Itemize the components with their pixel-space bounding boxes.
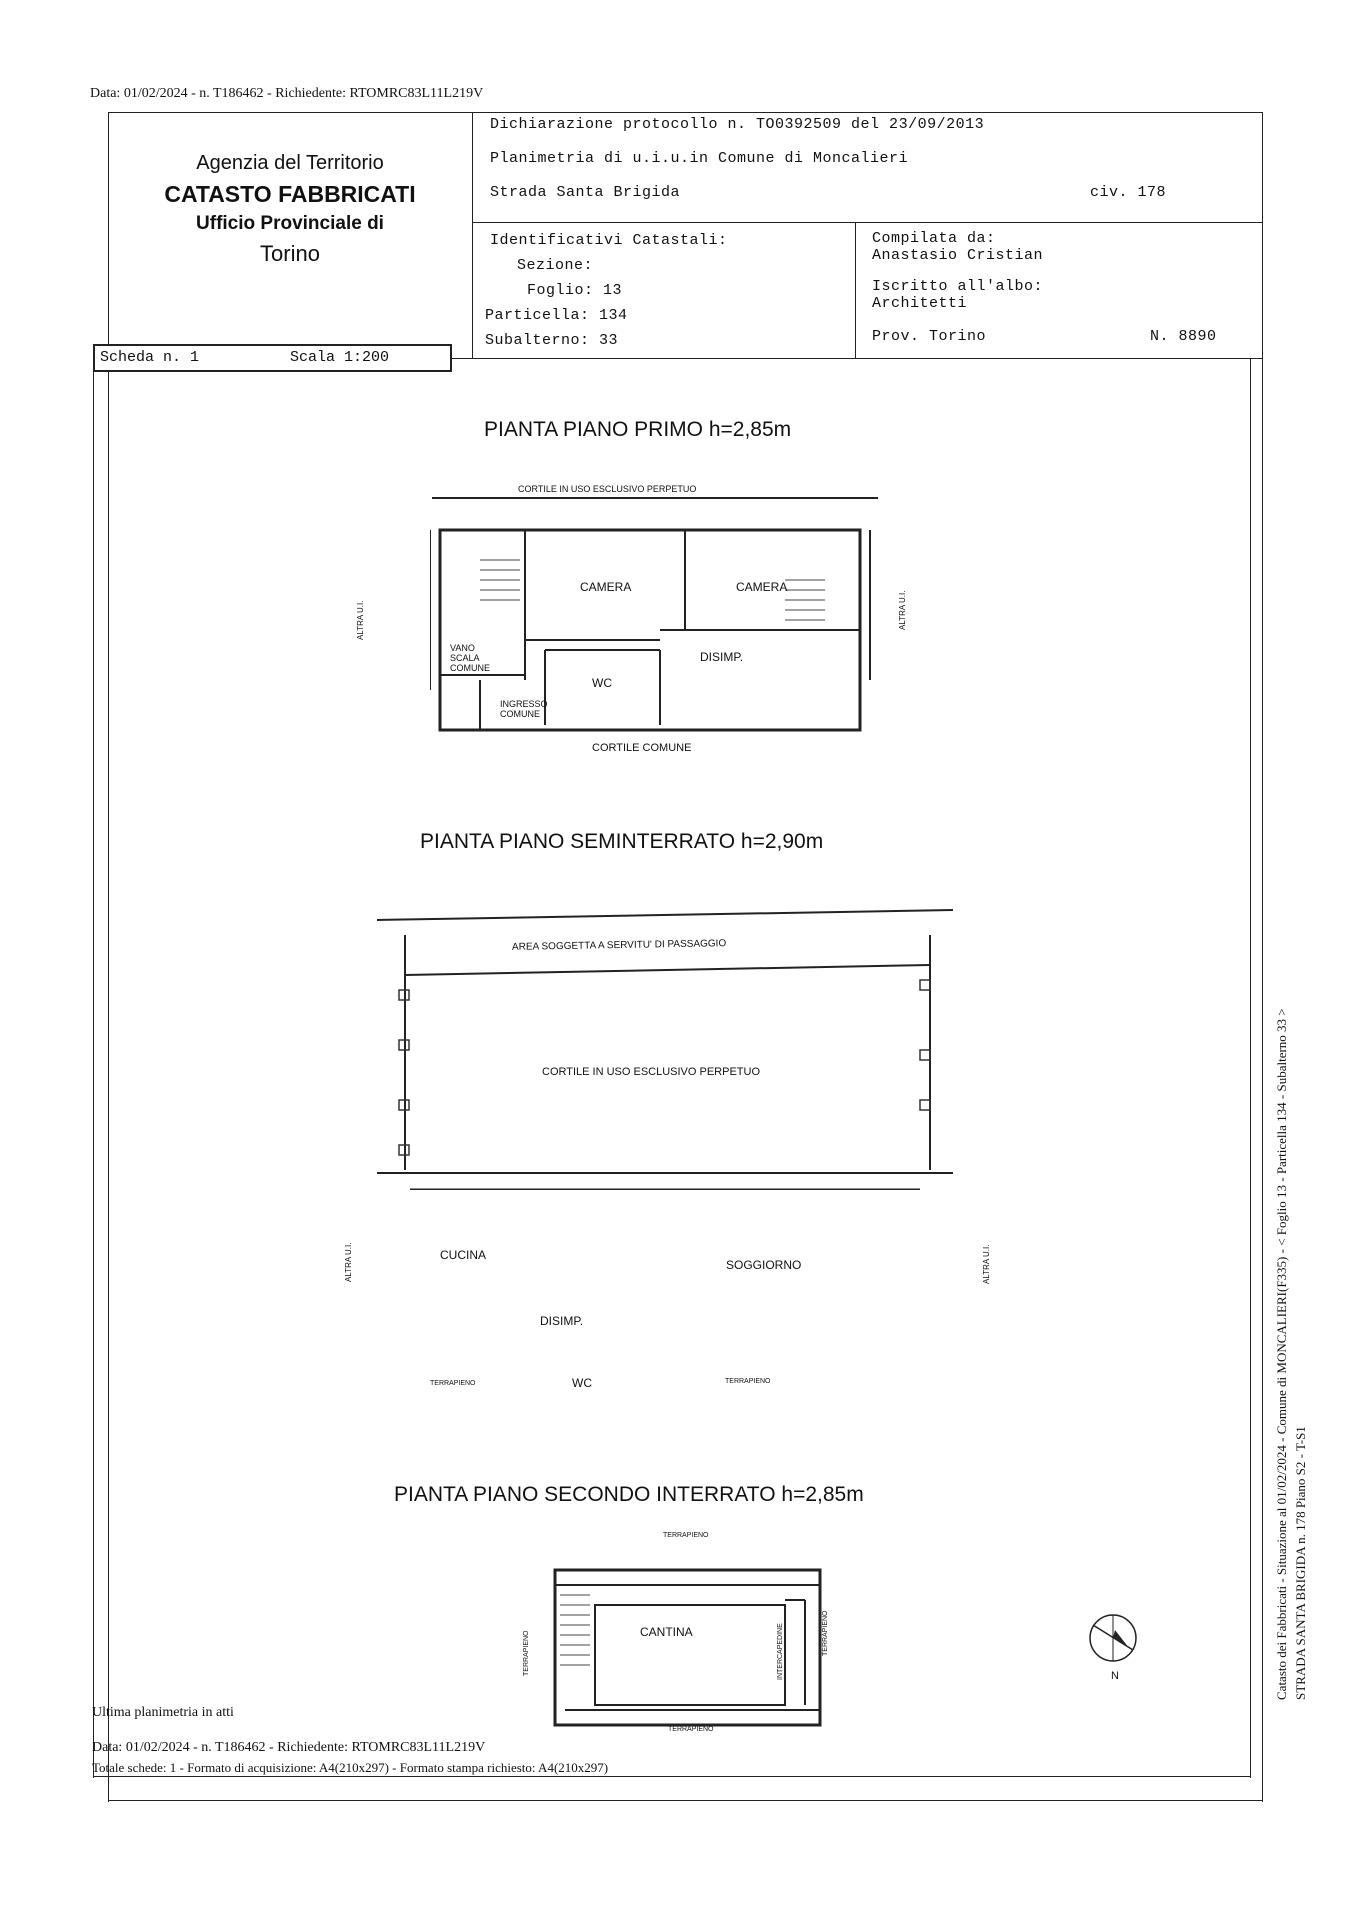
prov-text: Prov. Torino	[872, 328, 987, 345]
albo-label: Iscritto all'albo:	[872, 278, 1044, 295]
civ-text: civ. 178	[1090, 184, 1167, 201]
ufficio-city: Torino	[260, 241, 320, 267]
scheda-scale: Scala 1:200	[290, 349, 390, 366]
foglio-text: Foglio: 13	[527, 282, 623, 299]
primo-altra-left: ALTRA U.I.	[356, 600, 365, 640]
protocol-text: Dichiarazione protocollo n. TO0392509 del 23/09/2013	[490, 116, 985, 133]
frame-right	[1262, 112, 1263, 1802]
primo-camera-1: CAMERA	[580, 580, 632, 594]
primo-camera-2: CAMERA	[736, 580, 788, 594]
compiled-label: Compilata da:	[872, 230, 996, 247]
secondo-cantina: CANTINA	[640, 1625, 693, 1639]
secondo-terrapieno-right: TERRAPIENO	[822, 1610, 829, 1656]
floorplan-seminterrato	[375, 880, 955, 1190]
semi-disimp: DISIMP.	[540, 1314, 584, 1328]
semi-courtyard: CORTILE IN USO ESCLUSIVO PERPETUO	[542, 1066, 761, 1078]
frame-bottom	[93, 1776, 1251, 1777]
secondo-terrapieno-left: TERRAPIENO	[523, 1630, 530, 1676]
planimetry-text: Planimetria di u.i.u.in Comune di Moncalieri	[490, 150, 909, 167]
agency-block	[110, 115, 470, 355]
scheda-label: Scheda n. 1	[100, 349, 200, 366]
plan-title-primo: PIANTA PIANO PRIMO h=2,85m	[484, 418, 792, 441]
frame-inner-left	[93, 358, 94, 1778]
frame-inner-right	[1250, 358, 1251, 1778]
secondo-intercapedine: INTERCAPEDINE	[777, 1623, 784, 1680]
semi-cucina: CUCINA	[440, 1248, 487, 1262]
plan-title-secondo: PIANTA PIANO SECONDO INTERRATO h=2,85m	[394, 1483, 864, 1506]
primo-wc: WC	[592, 676, 612, 690]
side-text-line2: STRADA SANTA BRIGIDA n. 178 Piano S2 - T-S1	[1293, 1426, 1308, 1700]
secondo-terrapieno-bottom: TERRAPIENO	[668, 1726, 714, 1733]
footer-data: Data: 01/02/2024 - n. T186462 - Richiedente: RTOMRC83L11L219V	[92, 1740, 486, 1755]
north-label: N	[1111, 1670, 1119, 1682]
catasto-title: CATASTO FABBRICATI	[164, 181, 416, 207]
header-mid-line	[472, 222, 1262, 223]
primo-disimp: DISIMP.	[700, 650, 744, 664]
semi-wc: WC	[572, 1376, 592, 1390]
primo-courtyard-top: CORTILE IN USO ESCLUSIVO PERPETUO	[518, 484, 697, 494]
agency-name: Agenzia del Territorio	[196, 152, 384, 174]
frame-bottom-outer	[108, 1800, 1263, 1801]
side-text-line1: Catasto dei Fabbricati - Situazione al 01/02/2024 - Comune di MONCALIERI(F335) - < Foglio 13 - Particella 134 - Subalterno 33 >	[1274, 1008, 1289, 1700]
subalterno-text: Subalterno: 33	[485, 332, 619, 349]
primo-courtyard-bottom: CORTILE COMUNE	[592, 742, 692, 754]
plan-title-seminterrato: PIANTA PIANO SEMINTERRATO h=2,90m	[420, 830, 824, 853]
top-data-line: Data: 01/02/2024 - n. T186462 - Richiedente: RTOMRC83L11L219V	[90, 86, 484, 101]
primo-vano-scala: VANO SCALA COMUNE	[450, 643, 490, 673]
floorplan-secondo	[540, 1545, 840, 1735]
footer-totale: Totale schede: 1 - Formato di acquisizione: A4(210x297) - Formato stampa richiesto: A4(210x297)	[92, 1760, 609, 1775]
compiled-name: Anastasio Cristian	[872, 247, 1044, 264]
footer-ultima: Ultima planimetria in atti	[92, 1705, 234, 1720]
albo-number: N. 8890	[1150, 328, 1217, 345]
albo-value: Architetti	[872, 295, 968, 312]
semi-servitu: AREA SOGGETTA A SERVITU' DI PASSAGGIO	[511, 938, 727, 953]
primo-ingresso: INGRESSO COMUNE	[500, 699, 548, 719]
semi-altra-left: ALTRA U.I.	[344, 1242, 353, 1282]
frame-top	[108, 112, 1263, 113]
street-text: Strada Santa Brigida	[490, 184, 681, 201]
header-divider	[472, 112, 473, 358]
ufficio-label: Ufficio Provinciale di	[196, 212, 384, 234]
header-id-divider	[855, 222, 856, 358]
sezione-text: Sezione:	[517, 257, 594, 274]
floorplan-primo	[430, 480, 880, 760]
semi-soggiorno: SOGGIORNO	[726, 1258, 802, 1272]
semi-altra-right: ALTRA U.I.	[982, 1244, 991, 1284]
semi-terrapieno-left: TERRAPIENO	[430, 1380, 476, 1387]
primo-altra-right: ALTRA U.I.	[898, 590, 907, 630]
secondo-terrapieno-top: TERRAPIENO	[663, 1532, 709, 1539]
particella-text: Particella: 134	[485, 307, 628, 324]
identifiers-title: Identificativi Catastali:	[490, 232, 728, 249]
semi-terrapieno-right: TERRAPIENO	[725, 1378, 771, 1385]
